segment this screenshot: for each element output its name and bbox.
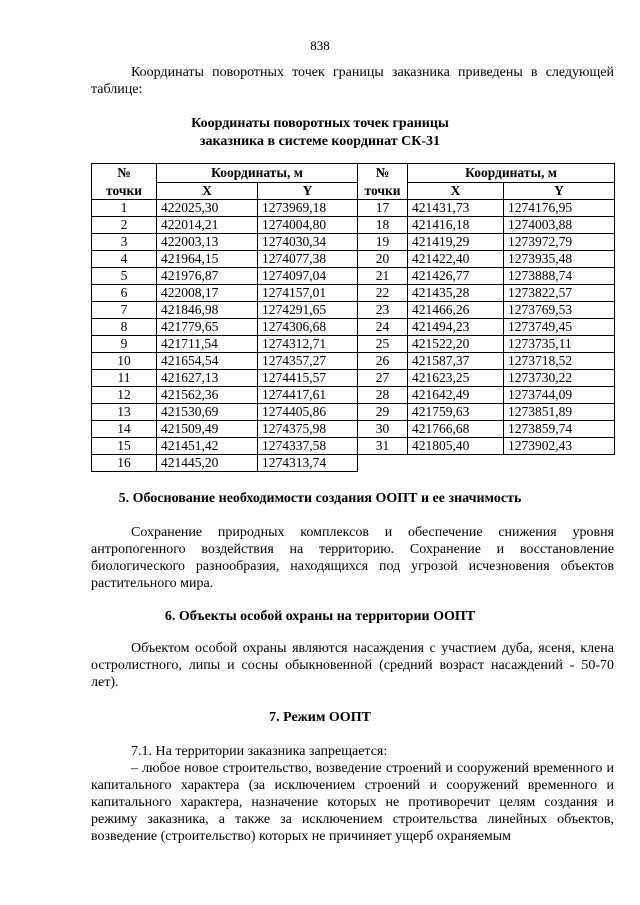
y-value: 1274417,61	[258, 387, 358, 404]
header-y-right: Y	[504, 183, 615, 200]
x-value: 421530,69	[157, 404, 258, 421]
section7-title: 7. Режим ООПТ	[269, 710, 371, 725]
x-value: 421509,49	[157, 421, 258, 438]
x-value: 421805,40	[408, 438, 504, 455]
section6-paragraph: Объектом особой охраны являются насаждения с участием дуба, ясеня, клена остролистного, липы и сосны обыкновенной (средний возраст насаждений - 50-70 лет).	[91, 641, 614, 690]
y-value: 1274306,68	[258, 319, 358, 336]
point-number: 25	[358, 336, 408, 353]
point-number: 10	[92, 353, 157, 370]
table-row	[92, 370, 615, 387]
table-row	[92, 217, 615, 234]
y-value: 1273718,52	[504, 353, 615, 370]
table-row	[92, 455, 615, 472]
x-value: 421466,26	[408, 302, 504, 319]
point-number	[358, 455, 408, 472]
point-number: 30	[358, 421, 408, 438]
point-number: 12	[92, 387, 157, 404]
x-value: 421562,36	[157, 387, 258, 404]
header-x-right: X	[408, 183, 504, 200]
y-value: 1274313,74	[258, 455, 358, 472]
point-number: 7	[92, 302, 157, 319]
x-value: 421623,25	[408, 370, 504, 387]
point-number: 31	[358, 438, 408, 455]
y-value: 1273735,11	[504, 336, 615, 353]
point-number: 27	[358, 370, 408, 387]
x-value: 421766,68	[408, 421, 504, 438]
y-value: 1273902,43	[504, 438, 615, 455]
y-value: 1274157,01	[258, 285, 358, 302]
y-value: 1274312,71	[258, 336, 358, 353]
header-x-left: X	[157, 183, 258, 200]
table-row	[92, 353, 615, 370]
x-value: 421779,65	[157, 319, 258, 336]
section5-paragraph: Сохранение природных комплексов и обеспечение снижения уровня антропогенного воздействия на территорию. Сохранение и восстановление биологического разнообразия, находящихся под угрозой исчезновения объектов растительного мира.	[91, 525, 614, 591]
y-value: 1273822,57	[504, 285, 615, 302]
y-value: 1274077,38	[258, 251, 358, 268]
x-value: 422003,13	[157, 234, 258, 251]
table-row	[92, 200, 615, 217]
table-row	[92, 421, 615, 438]
table-row	[92, 319, 615, 336]
point-number: 4	[92, 251, 157, 268]
y-value: 1274003,88	[504, 217, 615, 234]
y-value: 1274030,34	[258, 234, 358, 251]
page-number: 838	[310, 38, 330, 53]
point-number: 26	[358, 353, 408, 370]
point-number: 5	[92, 268, 157, 285]
x-value: 421431,73	[408, 200, 504, 217]
x-value: 421976,87	[157, 268, 258, 285]
x-value: 422008,17	[157, 285, 258, 302]
y-value: 1274176,95	[504, 200, 615, 217]
y-value: 1273935,48	[504, 251, 615, 268]
table-row	[92, 438, 615, 455]
point-number: 18	[358, 217, 408, 234]
y-value: 1274405,86	[258, 404, 358, 421]
table-row	[92, 285, 615, 302]
y-value: 1273744,09	[504, 387, 615, 404]
header-point-left: точки	[92, 183, 157, 200]
point-number: 23	[358, 302, 408, 319]
point-number: 28	[358, 387, 408, 404]
y-value: 1273969,18	[258, 200, 358, 217]
point-number: 16	[92, 455, 157, 472]
point-number: 8	[92, 319, 157, 336]
y-value: 1273859,74	[504, 421, 615, 438]
table-row	[92, 336, 615, 353]
point-number: 15	[92, 438, 157, 455]
table-row	[92, 268, 615, 285]
x-value	[408, 455, 504, 472]
point-number: 19	[358, 234, 408, 251]
intro-paragraph: Координаты поворотных точек границы заказника приведены в следующей таблице:	[91, 65, 614, 97]
y-value: 1274415,57	[258, 370, 358, 387]
point-number: 29	[358, 404, 408, 421]
table-row	[92, 251, 615, 268]
header-y-left: Y	[258, 183, 358, 200]
table-row	[92, 404, 615, 421]
header-no-left: №	[92, 164, 157, 183]
y-value: 1274291,65	[258, 302, 358, 319]
point-number: 17	[358, 200, 408, 217]
x-value: 421759,63	[408, 404, 504, 421]
x-value: 421964,15	[157, 251, 258, 268]
x-value: 421522,20	[408, 336, 504, 353]
y-value: 1274004,80	[258, 217, 358, 234]
header-coords-left: Координаты, м	[157, 164, 358, 183]
x-value: 421494,23	[408, 319, 504, 336]
x-value: 421422,40	[408, 251, 504, 268]
y-value: 1273851,89	[504, 404, 615, 421]
section7-list-item: – любое новое строительство, возведение строений и сооружений временного и капитального характера (за исключением строений и сооружений временного и капитального характера, назначение которых не противоречит целям создания и режиму заказника, а также за исключением строительства линейных объектов, возведение (строительство) которых не причиняет ущерб охраняемым	[91, 761, 614, 844]
y-value	[504, 455, 615, 472]
x-value: 421419,29	[408, 234, 504, 251]
point-number: 3	[92, 234, 157, 251]
point-number: 13	[92, 404, 157, 421]
x-value: 421416,18	[408, 217, 504, 234]
header-no-right: №	[358, 164, 408, 183]
x-value: 421846,98	[157, 302, 258, 319]
x-value: 422025,30	[157, 200, 258, 217]
table-row	[92, 234, 615, 251]
y-value: 1273972,79	[504, 234, 615, 251]
x-value: 421642,49	[408, 387, 504, 404]
y-value: 1274097,04	[258, 268, 358, 285]
table-caption-line1: Координаты поворотных точек границы	[191, 116, 449, 131]
y-value: 1274357,27	[258, 353, 358, 370]
x-value: 421451,42	[157, 438, 258, 455]
point-number: 6	[92, 285, 157, 302]
y-value: 1273730,22	[504, 370, 615, 387]
point-number: 14	[92, 421, 157, 438]
x-value: 421587,37	[408, 353, 504, 370]
section6-title: 6. Объекты особой охраны на территории ООПТ	[164, 609, 476, 624]
point-number: 20	[358, 251, 408, 268]
y-value: 1274337,58	[258, 438, 358, 455]
coordinates-table	[91, 163, 615, 472]
header-point-right: точки	[358, 183, 408, 200]
point-number: 11	[92, 370, 157, 387]
point-number: 9	[92, 336, 157, 353]
point-number: 2	[92, 217, 157, 234]
x-value: 421435,28	[408, 285, 504, 302]
y-value: 1273749,45	[504, 319, 615, 336]
table-caption-line2: заказника в системе координат СК-31	[199, 134, 441, 149]
table-row	[92, 302, 615, 319]
x-value: 421627,13	[157, 370, 258, 387]
x-value: 422014,21	[157, 217, 258, 234]
header-coords-right: Координаты, м	[408, 164, 615, 183]
table-caption	[0, 115, 640, 151]
point-number: 24	[358, 319, 408, 336]
x-value: 421426,77	[408, 268, 504, 285]
y-value: 1273769,53	[504, 302, 615, 319]
x-value: 421445,20	[157, 455, 258, 472]
section7-1-paragraph: 7.1. На территории заказника запрещается:	[131, 744, 388, 759]
y-value: 1273888,74	[504, 268, 615, 285]
table-row	[92, 387, 615, 404]
section5-title: 5. Обоснование необходимости создания ООПТ и ее значимость	[118, 491, 522, 506]
x-value: 421654,54	[157, 353, 258, 370]
x-value: 421711,54	[157, 336, 258, 353]
point-number: 22	[358, 285, 408, 302]
point-number: 21	[358, 268, 408, 285]
point-number: 1	[92, 200, 157, 217]
y-value: 1274375,98	[258, 421, 358, 438]
